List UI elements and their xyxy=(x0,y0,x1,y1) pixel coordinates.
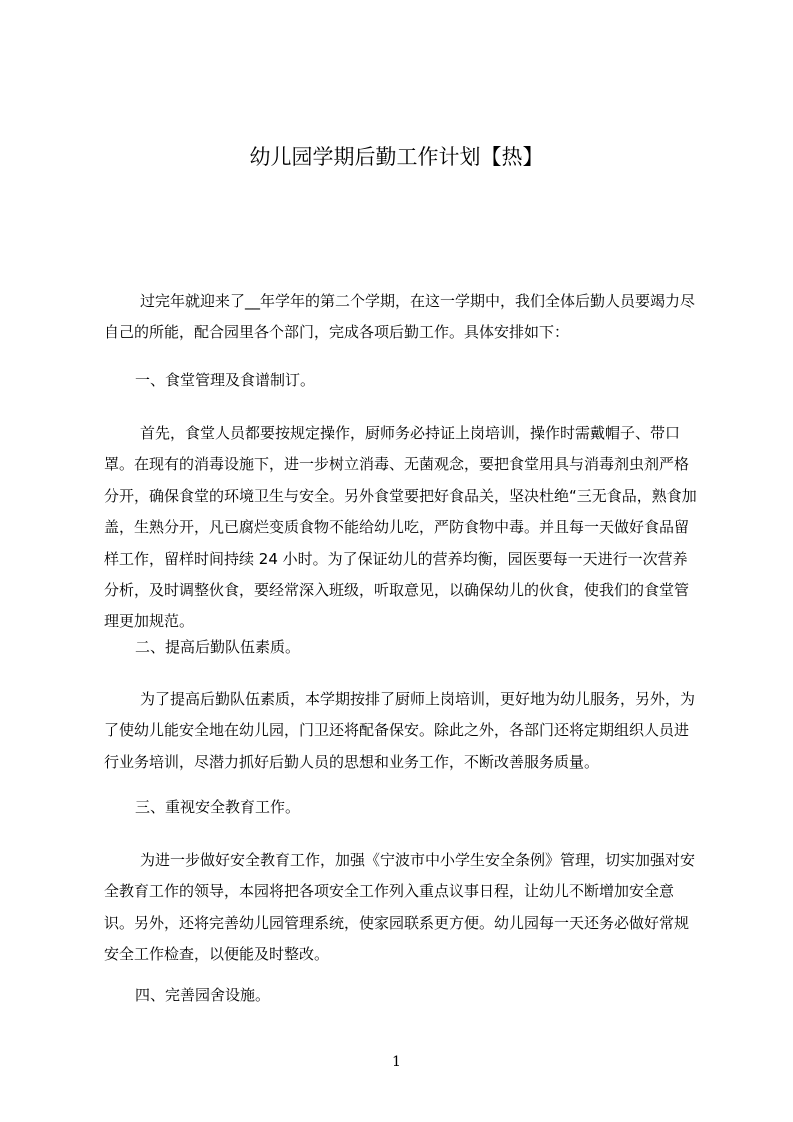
section-heading-staff-quality: 二、提高后勤队伍素质。 xyxy=(135,638,301,656)
section-heading-facilities: 四、完善园舍设施。 xyxy=(135,986,271,1004)
section-body-safety-education: 为进一步做好安全教育工作，加强《宁波市中小学生安全条例》管理，切实加强对安全教育工作的领导，本园将把各项安全工作列入重点议事日程，让幼儿不断增加安全意识。另外，还将完善幼儿园管理系统，使家园联系更方便。幼儿园每一天还务必做好常规安全工作检查，以便能及时整改。 xyxy=(104,851,696,964)
intro-paragraph: 过完年就迎来了__年学年的第二个学期，在这一学期中，我们全体后勤人员要竭力尽自己的所能，配合园里各个部门，完成各项后勤工作。具体安排如下： xyxy=(104,292,696,342)
section-body-staff-quality: 为了提高后勤队伍素质，本学期按排了厨师上岗培训，更好地为幼儿服务，另外，为了使幼儿能安全地在幼儿园，门卫还将配备保安。除此之外，各部门还将定期组织人员进行业务培训，尽潜力抓好后勤人员的思想和业务工作，不断改善服务质量。 xyxy=(104,690,696,771)
page-number: 1 xyxy=(392,1054,401,1070)
section-heading-canteen: 一、食堂管理及食谱制订。 xyxy=(135,371,316,389)
section-body-canteen: 首先，食堂人员都要按规定操作，厨师务必持证上岗培训，操作时需戴帽子、带口罩。在现有的消毒设施下，进一步树立消毒、无菌观念，要把食堂用具与消毒剂虫剂严格分开，确保食堂的环境卫生与安全。另外食堂要把好食品关，坚决杜绝“三无食品，熟食加盖，生熟分开，凡已腐烂变质食物不能给幼儿吃，严防食物中毒。并且每一天做好食品留样工作，留样时间持续 24 小时。为了保证幼儿的营养均衡，园医要每一天进行一次营养分析，及时调整伙食，要经常深入班级，听取意见，以确保幼儿的伙食，使我们的食堂管理更加规范。 xyxy=(104,424,697,631)
document-title: 幼儿园学期后勤工作计划【热】 xyxy=(249,145,544,169)
section-heading-safety-education: 三、重视安全教育工作。 xyxy=(135,798,301,816)
